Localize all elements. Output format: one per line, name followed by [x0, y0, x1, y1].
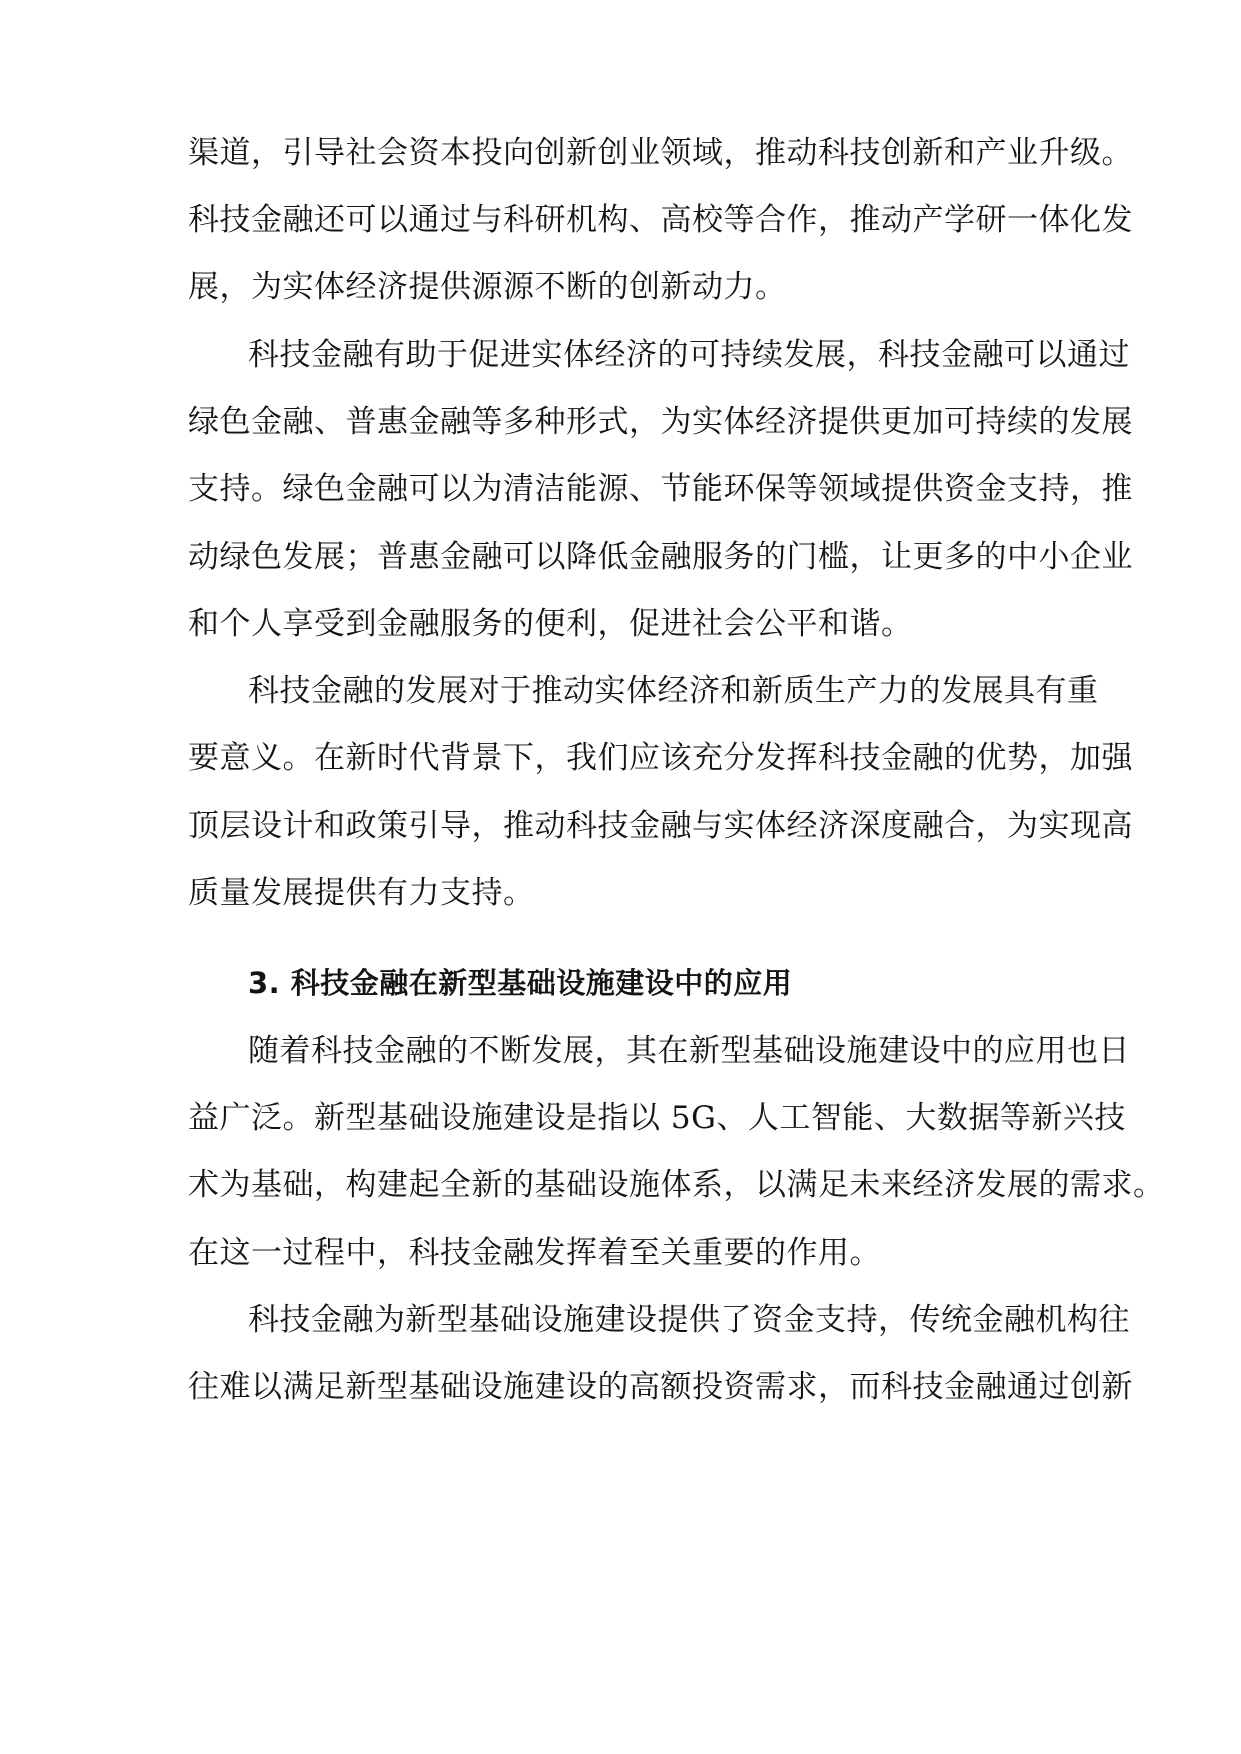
- paragraph-3-line-4: 质量发展提供有力支持。: [188, 875, 535, 911]
- paragraph-3-line-3: 顶层设计和政策引导，推动科技金融与实体经济深度融合，为实现高: [188, 808, 1133, 844]
- section-paragraph-1-line-1: 随着科技金融的不断发展，其在新型基础设施建设中的应用也日: [248, 1033, 1130, 1069]
- paragraph-2-line-5: 和个人享受到金融服务的便利，促进社会公平和谐。: [188, 606, 913, 642]
- section-heading: 3. 科技金融在新型基础设施建设中的应用: [248, 966, 793, 1000]
- paragraph-2-line-3: 支持。绿色金融可以为清洁能源、节能环保等领域提供资金支持，推: [188, 471, 1133, 507]
- paragraph-1-line-3: 展，为实体经济提供源源不断的创新动力。: [188, 269, 787, 305]
- section-paragraph-1-line-3: 术为基础，构建起全新的基础设施体系，以满足未来经济发展的需求。: [188, 1167, 1165, 1203]
- paragraph-2-line-2: 绿色金融、普惠金融等多种形式，为实体经济提供更加可持续的发展: [188, 404, 1133, 440]
- paragraph-3-line-2: 要意义。在新时代背景下，我们应该充分发挥科技金融的优势，加强: [188, 740, 1133, 776]
- section-paragraph-1-line-4: 在这一过程中，科技金融发挥着至关重要的作用。: [188, 1235, 881, 1271]
- paragraph-2-line-1: 科技金融有助于促进实体经济的可持续发展，科技金融可以通过: [248, 337, 1130, 373]
- section-paragraph-2-line-1: 科技金融为新型基础设施建设提供了资金支持，传统金融机构往: [248, 1302, 1130, 1338]
- paragraph-1-line-2: 科技金融还可以通过与科研机构、高校等合作，推动产学研一体化发: [188, 202, 1133, 238]
- paragraph-2-line-4: 动绿色发展；普惠金融可以降低金融服务的门槛，让更多的中小企业: [188, 539, 1133, 575]
- section-paragraph-1-line-2: 益广泛。新型基础设施建设是指以 5G、人工智能、大数据等新兴技: [188, 1100, 1126, 1136]
- paragraph-3-line-1: 科技金融的发展对于推动实体经济和新质生产力的发展具有重: [248, 673, 1099, 709]
- paragraph-1-line-1: 渠道，引导社会资本投向创新创业领域，推动科技创新和产业升级。: [188, 135, 1133, 171]
- section-paragraph-2-line-2: 往难以满足新型基础设施建设的高额投资需求，而科技金融通过创新: [188, 1369, 1133, 1405]
